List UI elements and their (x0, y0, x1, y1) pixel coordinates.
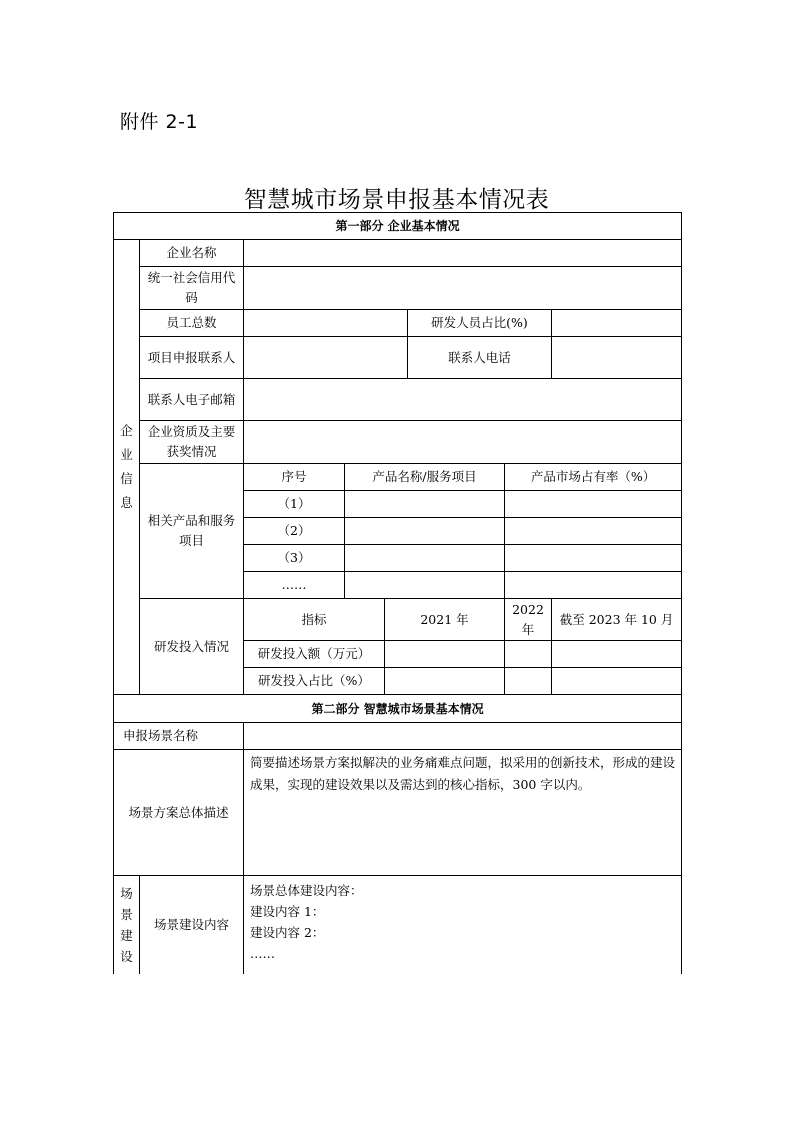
products-header-name: 产品名称/服务项目 (345, 464, 505, 491)
build-line: 建设内容 1： (250, 904, 325, 919)
contact-email-label: 联系人电子邮箱 (140, 379, 244, 421)
overall-description-label: 场景方案总体描述 (114, 750, 244, 876)
employees-field[interactable] (244, 310, 408, 337)
form-title: 智慧城市场景申报基本情况表 (243, 187, 550, 213)
credit-code-field[interactable] (244, 267, 682, 310)
products-row-share[interactable] (505, 572, 682, 599)
products-header-share: 产品市场占有率（%） (505, 464, 682, 491)
rd-header-2023: 截至 2023 年 10 月 (552, 599, 682, 641)
build-content-field[interactable] (244, 876, 682, 974)
scene-name-field[interactable] (244, 723, 682, 750)
build-line: …… (250, 946, 275, 961)
rd-investment-label: 研发投入情况 (140, 599, 244, 695)
rd-ratio-label: 研发人员占比(%) (408, 310, 552, 337)
products-header-index: 序号 (244, 464, 345, 491)
side-label-company-info: 企业信息 (114, 240, 140, 695)
qualifications-label: 企业资质及主要获奖情况 (140, 421, 244, 464)
products-row-index: （3） (244, 545, 345, 572)
products-row-share[interactable] (505, 491, 682, 518)
rd-row-ratio-label: 研发投入占比（%） (244, 668, 385, 695)
products-row-index: （1） (244, 491, 345, 518)
rd-cell[interactable] (552, 641, 682, 668)
build-line: 建设内容 2： (250, 925, 325, 940)
rd-header-2021: 2021 年 (385, 599, 505, 641)
scene-name-label: 申报场景名称 (114, 723, 244, 750)
part1-heading: 第一部分 企业基本情况 (114, 213, 682, 240)
rd-ratio-field[interactable] (552, 310, 682, 337)
products-row-name[interactable] (345, 572, 505, 599)
contact-phone-field[interactable] (552, 337, 682, 379)
project-contact-label: 项目申报联系人 (140, 337, 244, 379)
company-name-label: 企业名称 (140, 240, 244, 267)
rd-cell[interactable] (505, 641, 552, 668)
rd-header-2022: 2022 年 (505, 599, 552, 641)
products-row-index: （2） (244, 518, 345, 545)
rd-cell[interactable] (552, 668, 682, 695)
contact-phone-label: 联系人电话 (408, 337, 552, 379)
products-row-name[interactable] (345, 491, 505, 518)
overall-description-field[interactable]: 简要描述场景方案拟解决的业务痛难点问题，拟采用的创新技术，形成的建设成果，实现的建设效果以及需达到的核心指标，300 字以内。 (244, 750, 682, 876)
build-content-label: 场景建设内容 (140, 876, 244, 974)
products-row-name[interactable] (345, 518, 505, 545)
qualifications-field[interactable] (244, 421, 682, 464)
products-row-share[interactable] (505, 518, 682, 545)
part2-heading: 第二部分 智慧城市场景基本情况 (114, 695, 682, 723)
company-name-field[interactable] (244, 240, 682, 267)
rd-cell[interactable] (385, 641, 505, 668)
products-row-index: …… (244, 572, 345, 599)
build-line: 场景总体建设内容： (250, 883, 363, 898)
contact-email-field[interactable] (244, 379, 682, 421)
products-label: 相关产品和服务项目 (140, 464, 244, 599)
attachment-label: 附件 2-1 (120, 111, 199, 133)
rd-cell[interactable] (505, 668, 552, 695)
rd-row-amount-label: 研发投入额（万元） (244, 641, 385, 668)
application-form-table (113, 212, 682, 974)
rd-cell[interactable] (385, 668, 505, 695)
side-label-scene-build: 场景建设 (114, 876, 140, 974)
products-row-share[interactable] (505, 545, 682, 572)
project-contact-field[interactable] (244, 337, 408, 379)
rd-header-metric: 指标 (244, 599, 385, 641)
employees-label: 员工总数 (140, 310, 244, 337)
products-row-name[interactable] (345, 545, 505, 572)
credit-code-label: 统一社会信用代码 (140, 267, 244, 310)
